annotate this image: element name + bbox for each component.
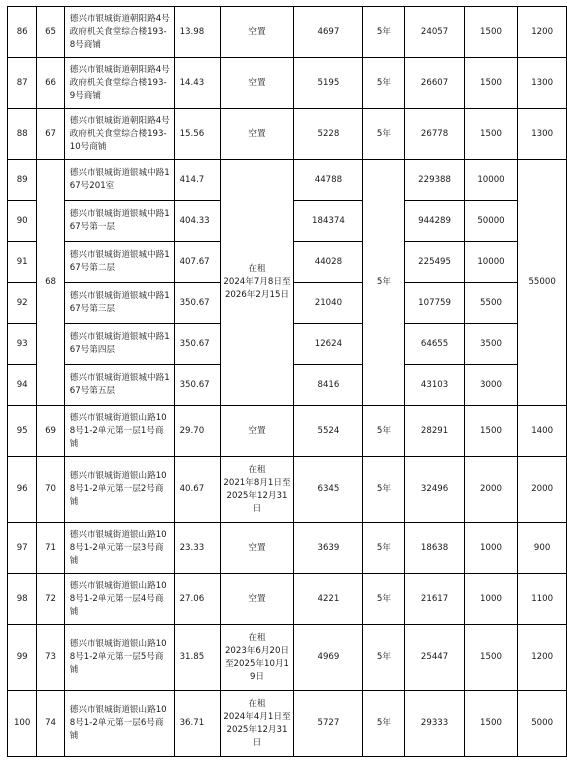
seq-cell: 97 bbox=[8, 523, 37, 574]
term-cell: 5年 bbox=[363, 7, 405, 58]
address-cell: 德兴市银城街道银山路108号1-2单元第一层1号商铺 bbox=[64, 406, 174, 457]
term-cell: 5年 bbox=[363, 625, 405, 691]
deposit-cell: 3000 bbox=[464, 365, 518, 406]
area-cell: 29.70 bbox=[174, 406, 220, 457]
rent-cell: 6345 bbox=[294, 457, 363, 523]
status-cell: 在租 2024年4月1日至2025年12月31日 bbox=[220, 691, 294, 757]
bid-cell: 1200 bbox=[518, 7, 567, 58]
area-cell: 31.85 bbox=[174, 625, 220, 691]
rent-cell: 44028 bbox=[294, 242, 363, 283]
lot-cell: 74 bbox=[37, 691, 64, 757]
area-cell: 350.67 bbox=[174, 283, 220, 324]
deposit-cell: 1500 bbox=[464, 691, 518, 757]
rent-cell: 5727 bbox=[294, 691, 363, 757]
area-cell: 15.56 bbox=[174, 109, 220, 160]
area-cell: 40.67 bbox=[174, 457, 220, 523]
total-cell: 64655 bbox=[405, 324, 464, 365]
total-cell: 26607 bbox=[405, 58, 464, 109]
status-cell: 空置 bbox=[220, 7, 294, 58]
address-cell: 德兴市银城街道银城中路167号201室 bbox=[64, 160, 174, 201]
seq-cell: 100 bbox=[8, 691, 37, 757]
seq-cell: 95 bbox=[8, 406, 37, 457]
deposit-cell: 3500 bbox=[464, 324, 518, 365]
deposit-cell: 5500 bbox=[464, 283, 518, 324]
status-cell: 空置 bbox=[220, 574, 294, 625]
rent-cell: 3639 bbox=[294, 523, 363, 574]
seq-cell: 94 bbox=[8, 365, 37, 406]
seq-cell: 92 bbox=[8, 283, 37, 324]
seq-cell: 99 bbox=[8, 625, 37, 691]
seq-cell: 93 bbox=[8, 324, 37, 365]
total-cell: 944289 bbox=[405, 201, 464, 242]
lot-cell-merged: 68 bbox=[37, 160, 64, 406]
area-cell: 350.67 bbox=[174, 365, 220, 406]
lot-cell: 69 bbox=[37, 406, 64, 457]
seq-cell: 90 bbox=[8, 201, 37, 242]
term-cell-merged: 5年 bbox=[363, 160, 405, 406]
status-cell: 在租 2021年8月1日至2025年12月31日 bbox=[220, 457, 294, 523]
total-cell: 32496 bbox=[405, 457, 464, 523]
deposit-cell: 1500 bbox=[464, 7, 518, 58]
seq-cell: 86 bbox=[8, 7, 37, 58]
status-cell-merged: 在租 2024年7月8日至2026年2月15日 bbox=[220, 160, 294, 406]
seq-cell: 96 bbox=[8, 457, 37, 523]
bid-cell: 5000 bbox=[518, 691, 567, 757]
rent-cell: 5228 bbox=[294, 109, 363, 160]
total-cell: 29333 bbox=[405, 691, 464, 757]
address-cell: 德兴市银城街道银山路108号1-2单元第一层2号商铺 bbox=[64, 457, 174, 523]
lot-cell: 66 bbox=[37, 58, 64, 109]
status-cell: 空置 bbox=[220, 406, 294, 457]
table-row bbox=[8, 457, 567, 523]
deposit-cell: 1000 bbox=[464, 523, 518, 574]
address-cell: 德兴市银城街道银城中路167号第一层 bbox=[64, 201, 174, 242]
total-cell: 225495 bbox=[405, 242, 464, 283]
lot-cell: 71 bbox=[37, 523, 64, 574]
status-cell: 空置 bbox=[220, 109, 294, 160]
term-cell: 5年 bbox=[363, 58, 405, 109]
address-cell: 德兴市银城街道银城中路167号第四层 bbox=[64, 324, 174, 365]
status-cell: 在租 2023年6月20日至2025年10月19日 bbox=[220, 625, 294, 691]
address-cell: 德兴市银城街道朝阳路4号政府机关食堂综合楼193-8号商铺 bbox=[64, 7, 174, 58]
total-cell: 28291 bbox=[405, 406, 464, 457]
total-cell: 25447 bbox=[405, 625, 464, 691]
term-cell: 5年 bbox=[363, 457, 405, 523]
term-cell: 5年 bbox=[363, 406, 405, 457]
rent-cell: 12624 bbox=[294, 324, 363, 365]
area-cell: 404.33 bbox=[174, 201, 220, 242]
table-row bbox=[8, 691, 567, 757]
deposit-cell: 1500 bbox=[464, 406, 518, 457]
lot-cell: 70 bbox=[37, 457, 64, 523]
table-row bbox=[8, 523, 567, 574]
bid-cell: 1400 bbox=[518, 406, 567, 457]
table-row bbox=[8, 160, 567, 201]
rent-cell: 5195 bbox=[294, 58, 363, 109]
area-cell: 407.67 bbox=[174, 242, 220, 283]
deposit-cell: 1500 bbox=[464, 109, 518, 160]
seq-cell: 88 bbox=[8, 109, 37, 160]
total-cell: 26778 bbox=[405, 109, 464, 160]
lot-cell: 73 bbox=[37, 625, 64, 691]
rent-cell: 21040 bbox=[294, 283, 363, 324]
total-cell: 18638 bbox=[405, 523, 464, 574]
rent-cell: 5524 bbox=[294, 406, 363, 457]
bid-cell-merged: 55000 bbox=[518, 160, 567, 406]
property-lease-table bbox=[7, 6, 567, 757]
term-cell: 5年 bbox=[363, 691, 405, 757]
address-cell: 德兴市银城街道朝阳路4号政府机关食堂综合楼193-9号商铺 bbox=[64, 58, 174, 109]
total-cell: 24057 bbox=[405, 7, 464, 58]
table-row bbox=[8, 7, 567, 58]
table-row bbox=[8, 406, 567, 457]
seq-cell: 87 bbox=[8, 58, 37, 109]
bid-cell: 1300 bbox=[518, 58, 567, 109]
bid-cell: 1200 bbox=[518, 625, 567, 691]
address-cell: 德兴市银城街道银城中路167号第五层 bbox=[64, 365, 174, 406]
area-cell: 36.71 bbox=[174, 691, 220, 757]
rent-cell: 184374 bbox=[294, 201, 363, 242]
term-cell: 5年 bbox=[363, 523, 405, 574]
rent-cell: 44788 bbox=[294, 160, 363, 201]
deposit-cell: 50000 bbox=[464, 201, 518, 242]
total-cell: 21617 bbox=[405, 574, 464, 625]
rent-cell: 4221 bbox=[294, 574, 363, 625]
deposit-cell: 1500 bbox=[464, 625, 518, 691]
table-row bbox=[8, 58, 567, 109]
address-cell: 德兴市银城街道银山路108号1-2单元第一层5号商铺 bbox=[64, 625, 174, 691]
rent-cell: 4969 bbox=[294, 625, 363, 691]
deposit-cell: 10000 bbox=[464, 160, 518, 201]
lot-cell: 72 bbox=[37, 574, 64, 625]
rent-cell: 8416 bbox=[294, 365, 363, 406]
rent-cell: 4697 bbox=[294, 7, 363, 58]
status-cell: 空置 bbox=[220, 58, 294, 109]
seq-cell: 89 bbox=[8, 160, 37, 201]
total-cell: 229388 bbox=[405, 160, 464, 201]
lot-cell: 67 bbox=[37, 109, 64, 160]
table-row bbox=[8, 574, 567, 625]
deposit-cell: 1000 bbox=[464, 574, 518, 625]
area-cell: 13.98 bbox=[174, 7, 220, 58]
term-cell: 5年 bbox=[363, 109, 405, 160]
area-cell: 27.06 bbox=[174, 574, 220, 625]
bid-cell: 2000 bbox=[518, 457, 567, 523]
total-cell: 43103 bbox=[405, 365, 464, 406]
deposit-cell: 10000 bbox=[464, 242, 518, 283]
area-cell: 23.33 bbox=[174, 523, 220, 574]
address-cell: 德兴市银城街道朝阳路4号政府机关食堂综合楼193-10号商铺 bbox=[64, 109, 174, 160]
area-cell: 414.7 bbox=[174, 160, 220, 201]
table-row bbox=[8, 625, 567, 691]
status-cell: 空置 bbox=[220, 523, 294, 574]
address-cell: 德兴市银城街道银山路108号1-2单元第一层4号商铺 bbox=[64, 574, 174, 625]
bid-cell: 1100 bbox=[518, 574, 567, 625]
address-cell: 德兴市银城街道银城中路167号第三层 bbox=[64, 283, 174, 324]
total-cell: 107759 bbox=[405, 283, 464, 324]
seq-cell: 98 bbox=[8, 574, 37, 625]
deposit-cell: 2000 bbox=[464, 457, 518, 523]
deposit-cell: 1500 bbox=[464, 58, 518, 109]
address-cell: 德兴市银城街道银山路108号1-2单元第一层3号商铺 bbox=[64, 523, 174, 574]
term-cell: 5年 bbox=[363, 574, 405, 625]
area-cell: 14.43 bbox=[174, 58, 220, 109]
bid-cell: 1300 bbox=[518, 109, 567, 160]
lot-cell: 65 bbox=[37, 7, 64, 58]
area-cell: 350.67 bbox=[174, 324, 220, 365]
seq-cell: 91 bbox=[8, 242, 37, 283]
address-cell: 德兴市银城街道银城中路167号第二层 bbox=[64, 242, 174, 283]
bid-cell: 900 bbox=[518, 523, 567, 574]
address-cell: 德兴市银城街道银山路108号1-2单元第一层6号商铺 bbox=[64, 691, 174, 757]
table-row bbox=[8, 109, 567, 160]
